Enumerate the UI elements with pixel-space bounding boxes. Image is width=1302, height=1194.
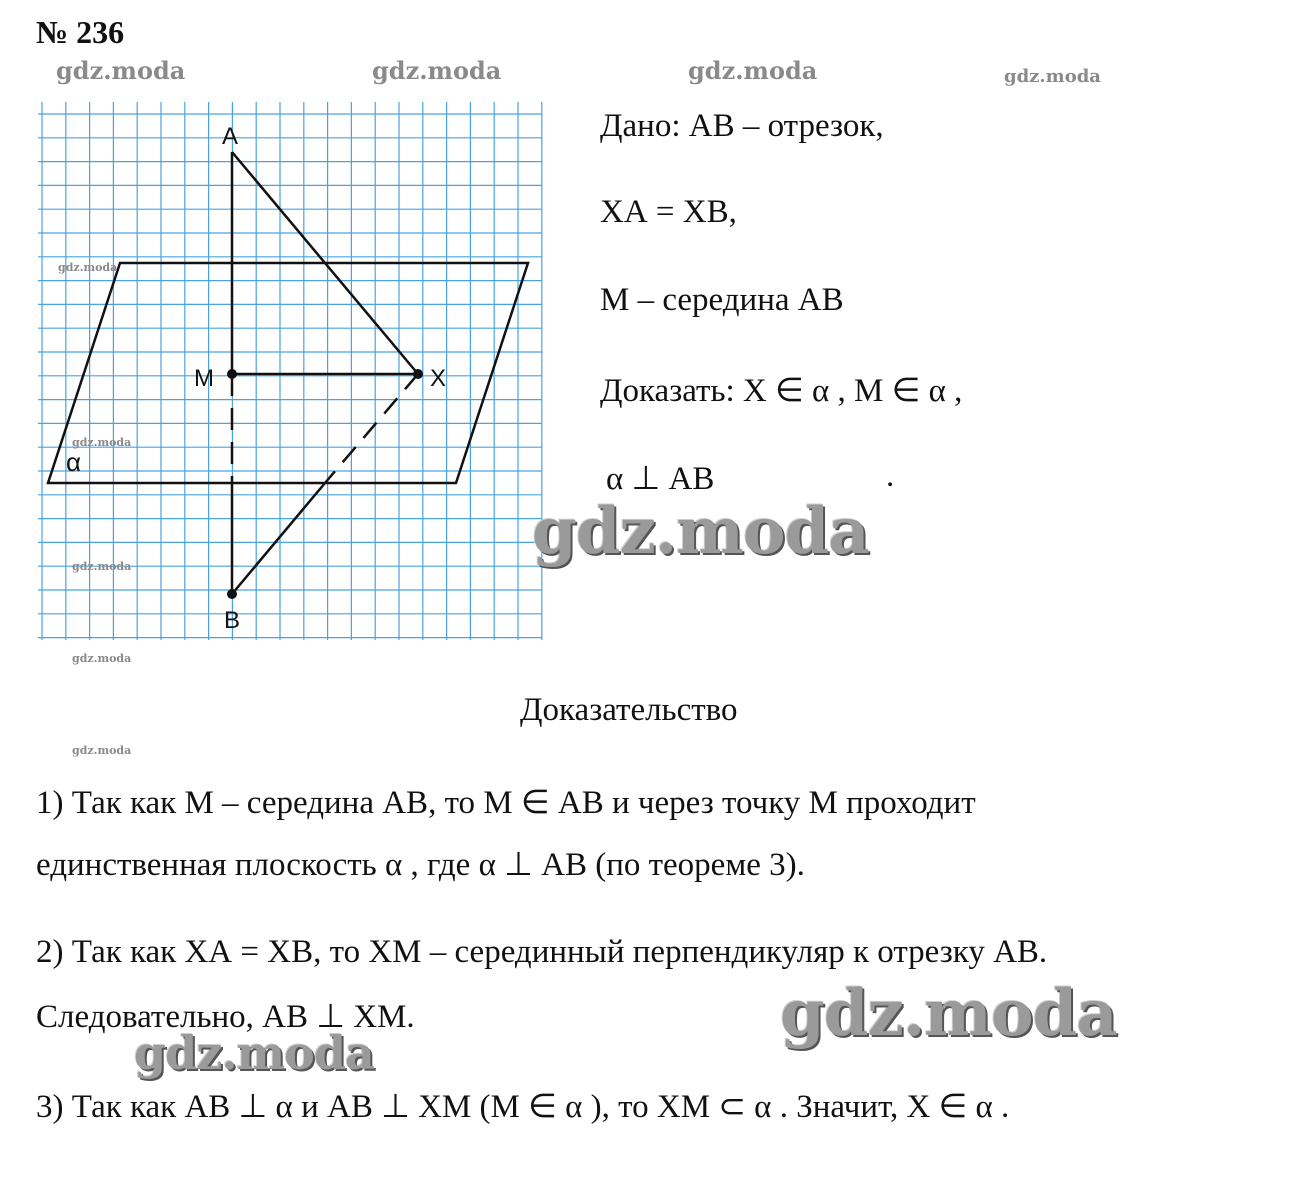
label-a: A (222, 123, 239, 150)
watermark-large: gdz.moda (134, 1026, 374, 1080)
label-m: M (194, 365, 214, 392)
watermark: gdz.moda (72, 560, 132, 573)
proof-step-2a: 2) Так как ХА = ХВ, то ХМ – серединный перпендикуляр к отрезку АВ. (36, 934, 1048, 970)
segment-xb-hidden (325, 374, 418, 483)
watermark: gdz.moda (372, 56, 502, 85)
point-b-dot (227, 589, 237, 599)
proof-heading: Доказательство (520, 692, 738, 728)
segment-xb (232, 483, 325, 594)
given-line-1: Дано: АВ – отрезок, (600, 108, 884, 144)
point-m-dot (227, 369, 237, 379)
prove-line-1: Доказать: Х ∈ α , М ∈ α , (600, 373, 963, 409)
label-b: B (224, 607, 241, 634)
prove-line-2: α ⊥ АВ (606, 461, 715, 497)
watermark: gdz.moda (72, 436, 132, 449)
given-line-3: М – середина АВ (600, 282, 844, 318)
proof-step-1b: единственная плоскость α , где α ⊥ АВ (по теореме 3). (36, 847, 805, 883)
watermark: gdz.moda (58, 261, 118, 274)
proof-step-1a: 1) Так как М – середина АВ, то М ∈ АВ и через точку М проходит (36, 785, 976, 821)
watermark: gdz.moda (72, 652, 132, 665)
watermark: gdz.moda (1004, 66, 1101, 87)
label-alpha: α (66, 447, 82, 477)
problem-number: № 236 (36, 14, 125, 50)
point-x-dot (413, 369, 423, 379)
geometry-figure (0, 0, 600, 680)
label-x: X (430, 365, 447, 392)
watermark-large: gdz.moda (780, 976, 1117, 1051)
watermark-large: gdz.moda (532, 494, 869, 569)
watermark: gdz.moda (56, 56, 186, 85)
watermark: gdz.moda (688, 56, 818, 85)
prove-line-2-tail: . (886, 458, 895, 494)
given-line-2: ХА = ХВ, (600, 194, 737, 230)
proof-step-2b: Следовательно, АВ ⊥ ХМ. (36, 999, 415, 1035)
proof-step-3: 3) Так как АВ ⊥ α и АВ ⊥ ХМ (М ∈ α ), то ХМ ⊂ α . Значит, Х ∈ α . (36, 1089, 1010, 1125)
watermark: gdz.moda (72, 744, 132, 757)
